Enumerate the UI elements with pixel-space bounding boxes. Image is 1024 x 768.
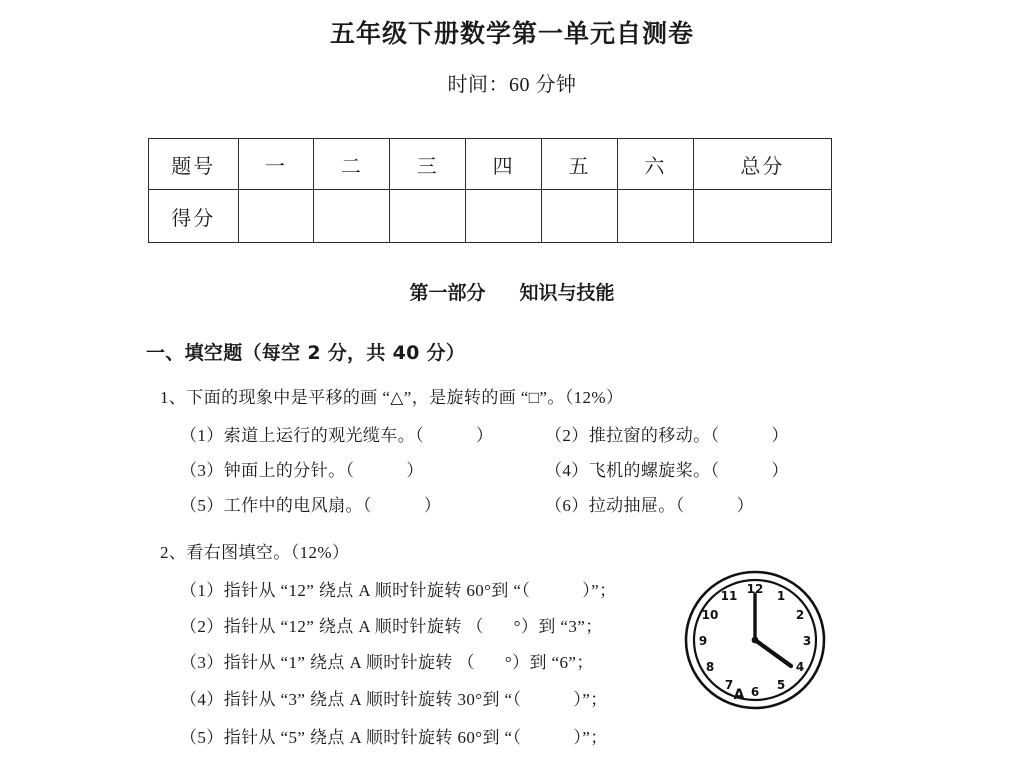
score-table-wrapper (148, 138, 832, 243)
question-1-item-2 (545, 421, 789, 446)
question-1-item-4-close: ） (771, 461, 789, 480)
question-1-item-5-text: （5）工作中的电风扇。（ (180, 496, 372, 515)
question-1-item-2-close: ） (771, 426, 789, 445)
question-2-item-5-pre: （5）指针从 “5” 绕点 A 顺时针旋转 60°到 “（ (180, 728, 522, 747)
score-cell-5[interactable] (542, 190, 618, 243)
table-row-score (149, 190, 832, 243)
question-1-item-1-close: ） (476, 426, 494, 445)
question-2-item-5-post: ）”； (573, 728, 608, 747)
question-1-item-3-text: （3）钟面上的分针。（ (180, 461, 355, 480)
question-1-item-4 (545, 456, 789, 481)
question-2-stem: 2、看右图填空。（12%） (160, 543, 350, 562)
question-1-item-5-close: ） (423, 496, 442, 515)
question-1-item-5 (180, 491, 441, 516)
question-2-item-3-pre: （3）指针从 “1” 绕点 A 顺时针旋转 （ (180, 653, 475, 672)
clock-figure (681, 568, 829, 713)
question-1-item-6-text: （6）拉动抽屉。（ (545, 496, 685, 515)
question-1-item-6-close: ） (736, 496, 755, 515)
clock-numeral-8: 8 (705, 660, 715, 674)
score-table-col-1: 一 (238, 139, 314, 190)
question-2-item-4-post: ）”； (573, 690, 608, 709)
clock-center-pivot (752, 637, 759, 644)
question-2-item-1-pre: （1）指针从 “12” 绕点 A 顺时针旋转 60°到 “（ (180, 581, 531, 600)
question-2-item-2 (180, 612, 603, 637)
clock-numeral-1: 1 (776, 589, 786, 603)
question-2-item-4-pre: （4）指针从 “3” 绕点 A 顺时针旋转 30°到 “（ (180, 690, 522, 709)
score-table-row-label: 题号 (149, 139, 239, 190)
score-cell-1[interactable] (238, 190, 314, 243)
question-1-stem: 1、下面的现象中是平移的画 “△”，是旋转的画 “□”。（12%） (160, 388, 624, 407)
question-1-item-4-text: （4）飞机的螺旋桨。（ (545, 461, 720, 480)
score-table-col-total: 总分 (693, 139, 831, 190)
question-1-item-2-text: （2）推拉窗的移动。（ (545, 426, 720, 445)
score-table-col-5: 五 (542, 139, 618, 190)
clock-numeral-6: 6 (750, 685, 760, 699)
table-row-header (149, 139, 832, 190)
score-table (148, 138, 832, 243)
question-1-item-3 (180, 456, 424, 481)
clock-numeral-9: 9 (698, 634, 708, 648)
clock-numeral-11: 11 (720, 589, 738, 603)
clock-numeral-7: 7 (724, 678, 734, 692)
question-2-item-5 (180, 723, 608, 748)
section-1-heading: 一、填空题（每空 2 分，共 40 分） (146, 342, 466, 364)
question-2-item-3 (180, 648, 594, 673)
score-cell-2[interactable] (314, 190, 390, 243)
part-heading (0, 278, 1024, 305)
question-2-item-3-post: °）到 “6”； (504, 653, 594, 672)
question-2-item-2-pre: （2）指针从 “12” 绕点 A 顺时针旋转 （ (180, 617, 484, 636)
clock-numeral-3: 3 (802, 634, 812, 648)
score-table-col-2: 二 (314, 139, 390, 190)
score-row-label: 得分 (149, 190, 239, 243)
clock-numeral-4: 4 (795, 660, 805, 674)
question-1-item-1 (180, 421, 493, 446)
score-table-col-3: 三 (390, 139, 466, 190)
clock-point-a-label: A (733, 687, 745, 703)
question-2-item-2-post: °）到 “3”； (513, 617, 603, 636)
score-table-col-4: 四 (466, 139, 542, 190)
part-number-label: 第一部分 (409, 282, 486, 304)
question-1-item-6 (545, 491, 754, 516)
question-2-item-1 (180, 576, 617, 601)
question-2-item-4 (180, 685, 608, 710)
clock-numeral-12: 12 (746, 582, 764, 596)
score-table-col-6: 六 (617, 139, 693, 190)
part-name-label: 知识与技能 (519, 282, 615, 304)
score-cell-6[interactable] (617, 190, 693, 243)
clock-numeral-10: 10 (701, 608, 719, 622)
page-title: 五年级下册数学第一单元自测卷 (329, 19, 694, 48)
clock-numeral-2: 2 (795, 608, 805, 622)
question-2-item-1-post: ）”； (582, 581, 617, 600)
score-cell-3[interactable] (390, 190, 466, 243)
clock-icon (681, 568, 829, 713)
question-1-item-1-text: （1）索道上运行的观光缆车。（ (180, 426, 424, 445)
score-cell-total[interactable] (693, 190, 831, 243)
clock-numeral-5: 5 (776, 678, 786, 692)
score-cell-4[interactable] (466, 190, 542, 243)
question-1-item-3-close: ） (406, 461, 424, 480)
exam-duration: 时间：60 分钟 (447, 74, 577, 96)
